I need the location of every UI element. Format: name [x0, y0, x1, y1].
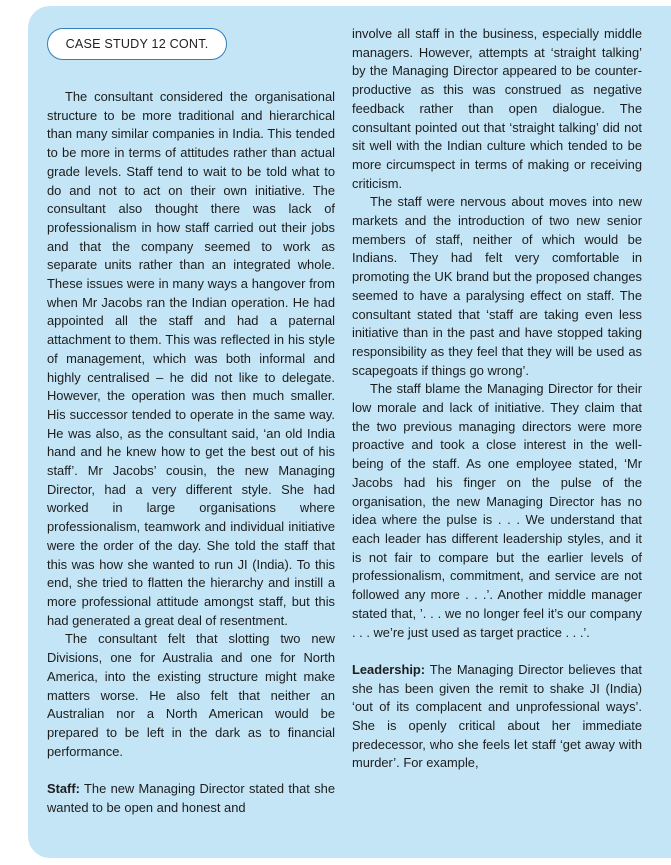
paragraph-blame: The staff blame the Managing Director for their low morale and lack of initiative. They claim that the two previous managing directors were more proactive and took a close interest in the well-being of the staff. As one employee stated, ‘Mr Jacobs had his finger on the pulse of the organisation, the new Managing Director has no idea where the pulse is . . . We understand that each leader has different leadership styles, and it is not fair to compare but the earlier levels of professionalism, commitment, and service are not followed any more . . .’. Another middle manager stated that, ’. . . we no longer feel it’s our company . . . we’re just used as target practice . . .’.	[352, 381, 642, 640]
paragraph-structure: The consultant considered the organisational structure to be more traditional and hierarchical than many similar companies in India. This tended to be more in terms of attitudes rather than actual grade levels. Staff tend to wait to be told what to do and not to act on their own initiative. The consultant also thought there was lack of professionalism in how staff carried out their jobs and that the company seemed to work as separate units rather than an integrated whole. These issues were in many ways a hangover from when Mr Jacobs ran the Indian operation. He had appointed all the staff and had a paternal attachment to them. This was reflected in his style of management, which was both informal and highly centralised – he did not like to delegate. However, the operation was then much smaller. His successor tended to operate in the same way. He was also, as the consultant said, ‘an old India hand and he knew how to get the best out of his staff’. Mr Jacobs’ cousin, the new Managing Director, had a very different style. She had worked in large organisations where professionalism, teamwork and individual initiative were the order of the day. She told the staff that this was how she wanted to run JI (India). To this end, she tried to flatten the hierarchy and instill a more professional attitude amongst staff, but this had generated a great deal of resentment.	[47, 89, 335, 628]
paragraph-nervous-staff: The staff were nervous about moves into new markets and the introduction of two new senior members of staff, neither of which would be Indians. They had felt very comfortable in promoting the UK brand but the proposed changes seemed to have a paralysing effect on staff. The consultant stated that ‘staff are taking even less initiative than in the past and have stopped taking responsibility as they feel that they will be used as scapegoats if things go wrong’.	[352, 194, 642, 378]
staff-text: The new Managing Director stated that she wanted to be open and honest and	[47, 781, 335, 815]
case-study-badge: CASE STUDY 12 CONT.	[47, 28, 227, 60]
paragraph-leadership	[352, 661, 642, 773]
paragraph-divisions: The consultant felt that slotting two new Divisions, one for Australia and one for North America, into the existing structure might make matters worse. He also felt that neither an Australian nor a North American would be prepared to be left in the dark as to financial performance.	[47, 631, 335, 759]
staff-heading: Staff:	[47, 781, 80, 796]
left-column	[47, 88, 335, 817]
paragraph-staff	[47, 780, 335, 817]
leadership-text: The Managing Director believes that she has been given the remit to shake JI (India) ‘out of its complacent and unprofessional ways’. She is openly critical about her immediate predecessor, who she feels let staff ‘get away with murder’. For example,	[352, 661, 642, 771]
leadership-heading: Leadership:	[352, 661, 426, 677]
paragraph-straight-talking: involve all staff in the business, especially middle managers. However, attempts at ‘straight talking’ by the Managing Director appeared to be counter-productive as this was construed as negative feedback rather than open dialogue. The consultant pointed out that ‘straight talking’ did not sit well with the Indian culture which tended to be more circumspect in terms of making or receiving criticism.	[352, 26, 642, 191]
right-column	[352, 25, 642, 773]
